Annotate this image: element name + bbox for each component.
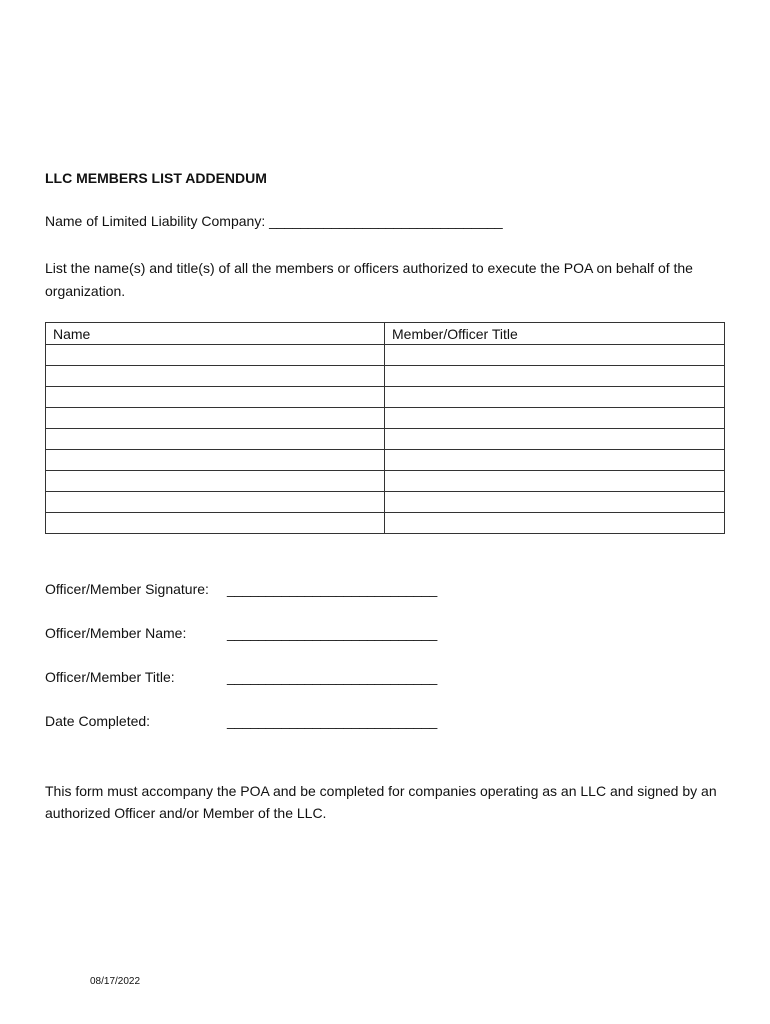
name-cell[interactable] (46, 492, 385, 513)
table-row (46, 471, 725, 492)
table-row (46, 408, 725, 429)
name-column-header: Name (46, 323, 385, 345)
table-header-row (46, 323, 725, 345)
member-name-label: Officer/Member Name: (45, 625, 187, 641)
title-cell[interactable] (385, 492, 725, 513)
revision-date: 08/17/2022 (90, 976, 141, 987)
table-row (46, 450, 725, 471)
date-completed-label: Date Completed: (45, 713, 151, 729)
table-row (46, 366, 725, 387)
title-cell[interactable] (385, 471, 725, 492)
title-cell[interactable] (385, 408, 725, 429)
member-name-field[interactable]: ___________________________ (227, 625, 438, 641)
member-title-field[interactable]: ___________________________ (227, 669, 438, 685)
name-cell[interactable] (46, 366, 385, 387)
llc-name-field[interactable]: Name of Limited Liability Company: ______________________________ (45, 213, 503, 229)
title-cell[interactable] (385, 513, 725, 534)
title-cell[interactable] (385, 429, 725, 450)
title-cell[interactable] (385, 387, 725, 408)
signature-label: Officer/Member Signature: (45, 581, 209, 597)
name-cell[interactable] (46, 429, 385, 450)
name-cell[interactable] (46, 345, 385, 366)
title-column-header: Member/Officer Title (385, 323, 725, 345)
member-title-label: Officer/Member Title: (45, 669, 175, 685)
members-table (45, 322, 725, 534)
title-cell[interactable] (385, 366, 725, 387)
table-row (46, 387, 725, 408)
name-cell[interactable] (46, 408, 385, 429)
footer-note: This form must accompany the POA and be completed for companies operating as an LLC and signed by an authorized Officer and/or Member of the LLC. (45, 783, 717, 821)
name-cell[interactable] (46, 513, 385, 534)
table-row (46, 429, 725, 450)
name-cell[interactable] (46, 387, 385, 408)
date-completed-field[interactable]: ___________________________ (227, 713, 438, 729)
table-row (46, 492, 725, 513)
title-cell[interactable] (385, 345, 725, 366)
title-cell[interactable] (385, 450, 725, 471)
table-row (46, 513, 725, 534)
table-row (46, 345, 725, 366)
name-cell[interactable] (46, 471, 385, 492)
name-cell[interactable] (46, 450, 385, 471)
instructions-text: List the name(s) and title(s) of all the members or officers authorized to execute the POA on behalf of the organization. (45, 260, 693, 299)
form-title: LLC MEMBERS LIST ADDENDUM (45, 170, 267, 186)
signature-field[interactable]: ___________________________ (227, 581, 438, 597)
